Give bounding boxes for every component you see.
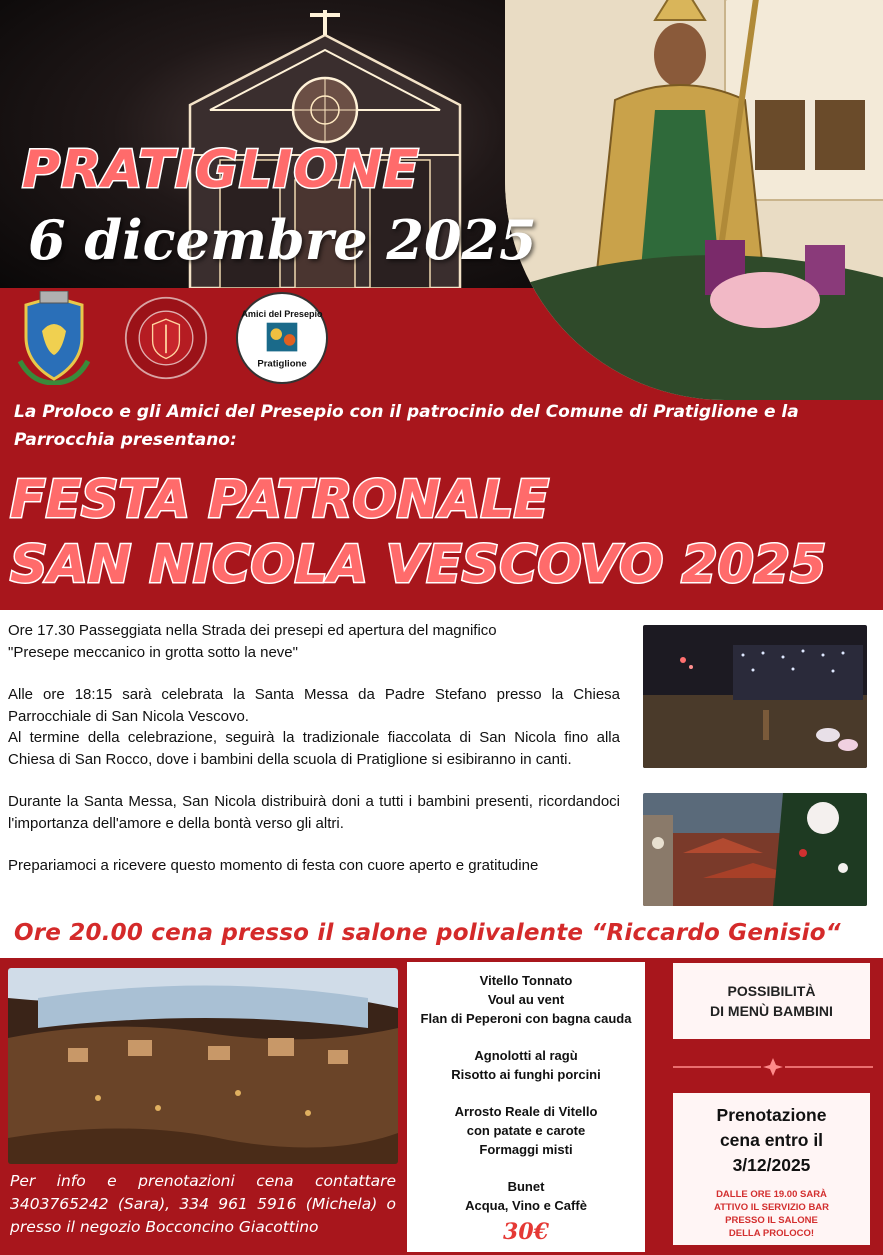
bar-note-line: DELLA PROLOCO!: [728, 1228, 815, 1239]
kids-menu-line-1: POSSIBILITÀ: [727, 983, 816, 999]
menu-item: Flan di Peperoni con bagna cauda: [420, 1011, 632, 1026]
saint-statue-illustration: [505, 0, 883, 400]
menu-item: Bunet: [507, 1179, 545, 1194]
program-paragraph-1: [8, 620, 620, 663]
booking-line-2: cena entro il: [719, 1130, 824, 1150]
menu-primi: [407, 1046, 645, 1084]
amici-presepe-emblem: [238, 294, 326, 382]
program-p2-fiaccolata: Al termine della celebrazione, seguirà la tradizionale fiaccolata di San Nicola fino alla Chiesa di San Rocco, dove i bambini della scuola di Pratiglione si esibiranno in canti.: [8, 729, 620, 768]
amici-presepe-logo-icon: [236, 292, 328, 384]
program-paragraph-4: Prepariamoci a ricevere questo momento di festa con cuore aperto e gratitudine: [8, 857, 539, 874]
menu-item: Risotto ai funghi porcini: [451, 1067, 601, 1082]
menu-card: [407, 962, 645, 1252]
menu-antipasti: [407, 971, 645, 1028]
menu-item: Vitello Tonnato: [479, 973, 573, 988]
presepe-night-photo: [643, 625, 867, 768]
amici-logo-bottom-text: Pratiglione: [257, 358, 307, 370]
menu-secondi: [407, 1102, 645, 1159]
menu-item: Voul au vent: [487, 992, 565, 1007]
village-christmas-photo: [643, 793, 867, 906]
program-p1-line-2: "Presepe meccanico in grotta sotto la neve": [8, 643, 298, 661]
star-divider-icon: [673, 1058, 873, 1076]
program-paragraph-3: Durante la Santa Messa, San Nicola distribuirà doni a tutti i bambini presenti, ricordandoci l'importanza dell'amore e della bontà verso gli altri.: [8, 793, 620, 832]
grotto-illustration: [8, 968, 398, 1164]
san-nicola-statue-photo: [505, 0, 883, 400]
menu-item: Acqua, Vino e Caffè: [465, 1198, 587, 1213]
booking-date: 3/12/2025: [732, 1155, 811, 1175]
sponsor-logos: [12, 288, 328, 388]
booking-deadline-box: [673, 1093, 870, 1245]
menu-price: 30€: [503, 1219, 549, 1245]
hero-section: [0, 0, 883, 610]
intro-text: La Proloco e gli Amici del Presepio con il patrocinio del Comune di Pratiglione e la Parrocchia presentano:: [14, 402, 799, 450]
booking-contact-info: Per info e prenotazioni cena contattare 3403765242 (Sara), 334 961 5916 (Michela) o presso il negozio Bocconcino Giacottino: [10, 1172, 396, 1236]
comune-crest-icon: [12, 291, 96, 385]
booking-line-1: Prenotazione: [716, 1105, 827, 1125]
menu-item: Formaggi misti: [479, 1142, 573, 1157]
bar-note-line: PRESSO IL SALONE: [725, 1215, 818, 1226]
menu-item: con patate e carote: [466, 1123, 586, 1138]
menu-item: Agnolotti al ragù: [474, 1048, 578, 1063]
menu-dolci: [407, 1177, 645, 1215]
festa-title-line-2: SAN NICOLA VESCOVO 2025: [10, 535, 827, 595]
program-paragraph-2: [8, 684, 620, 770]
bar-note-line: DALLE ORE 19.00 SARÀ: [716, 1189, 827, 1200]
dinner-announcement: Ore 20.00 cena presso il salone polivalente “Riccardo Genisio“: [14, 920, 841, 946]
program-text: [8, 620, 620, 877]
amici-logo-top-text: Amici del Presepio: [241, 308, 323, 319]
proloco-seal-icon: [124, 291, 208, 385]
kids-menu-box: [673, 963, 870, 1039]
bar-note-line: ATTIVO IL SERVIZIO BAR: [713, 1202, 830, 1213]
event-date: 6 dicembre 2025: [28, 208, 537, 272]
bar-service-note: [673, 1188, 870, 1240]
program-p2-mass: Alle ore 18:15 sarà celebrata la Santa Messa da Padre Stefano presso la Chiesa Parrocchiale di San Nicola Vescovo.: [8, 686, 620, 725]
presepe-grotto-photo: [8, 968, 398, 1164]
menu-item: Arrosto Reale di Vitello: [454, 1104, 598, 1119]
presepe-night-illustration: [643, 625, 867, 768]
festa-title-line-1: FESTA PATRONALE: [10, 470, 550, 530]
kids-menu-line-2: DI MENÙ BAMBINI: [710, 1003, 833, 1019]
town-title: PRATIGLIONE: [22, 140, 420, 200]
program-p1-line-1: Ore 17.30 Passeggiata nella Strada dei presepi ed apertura del magnifico: [8, 622, 497, 639]
village-illustration: [643, 793, 867, 906]
